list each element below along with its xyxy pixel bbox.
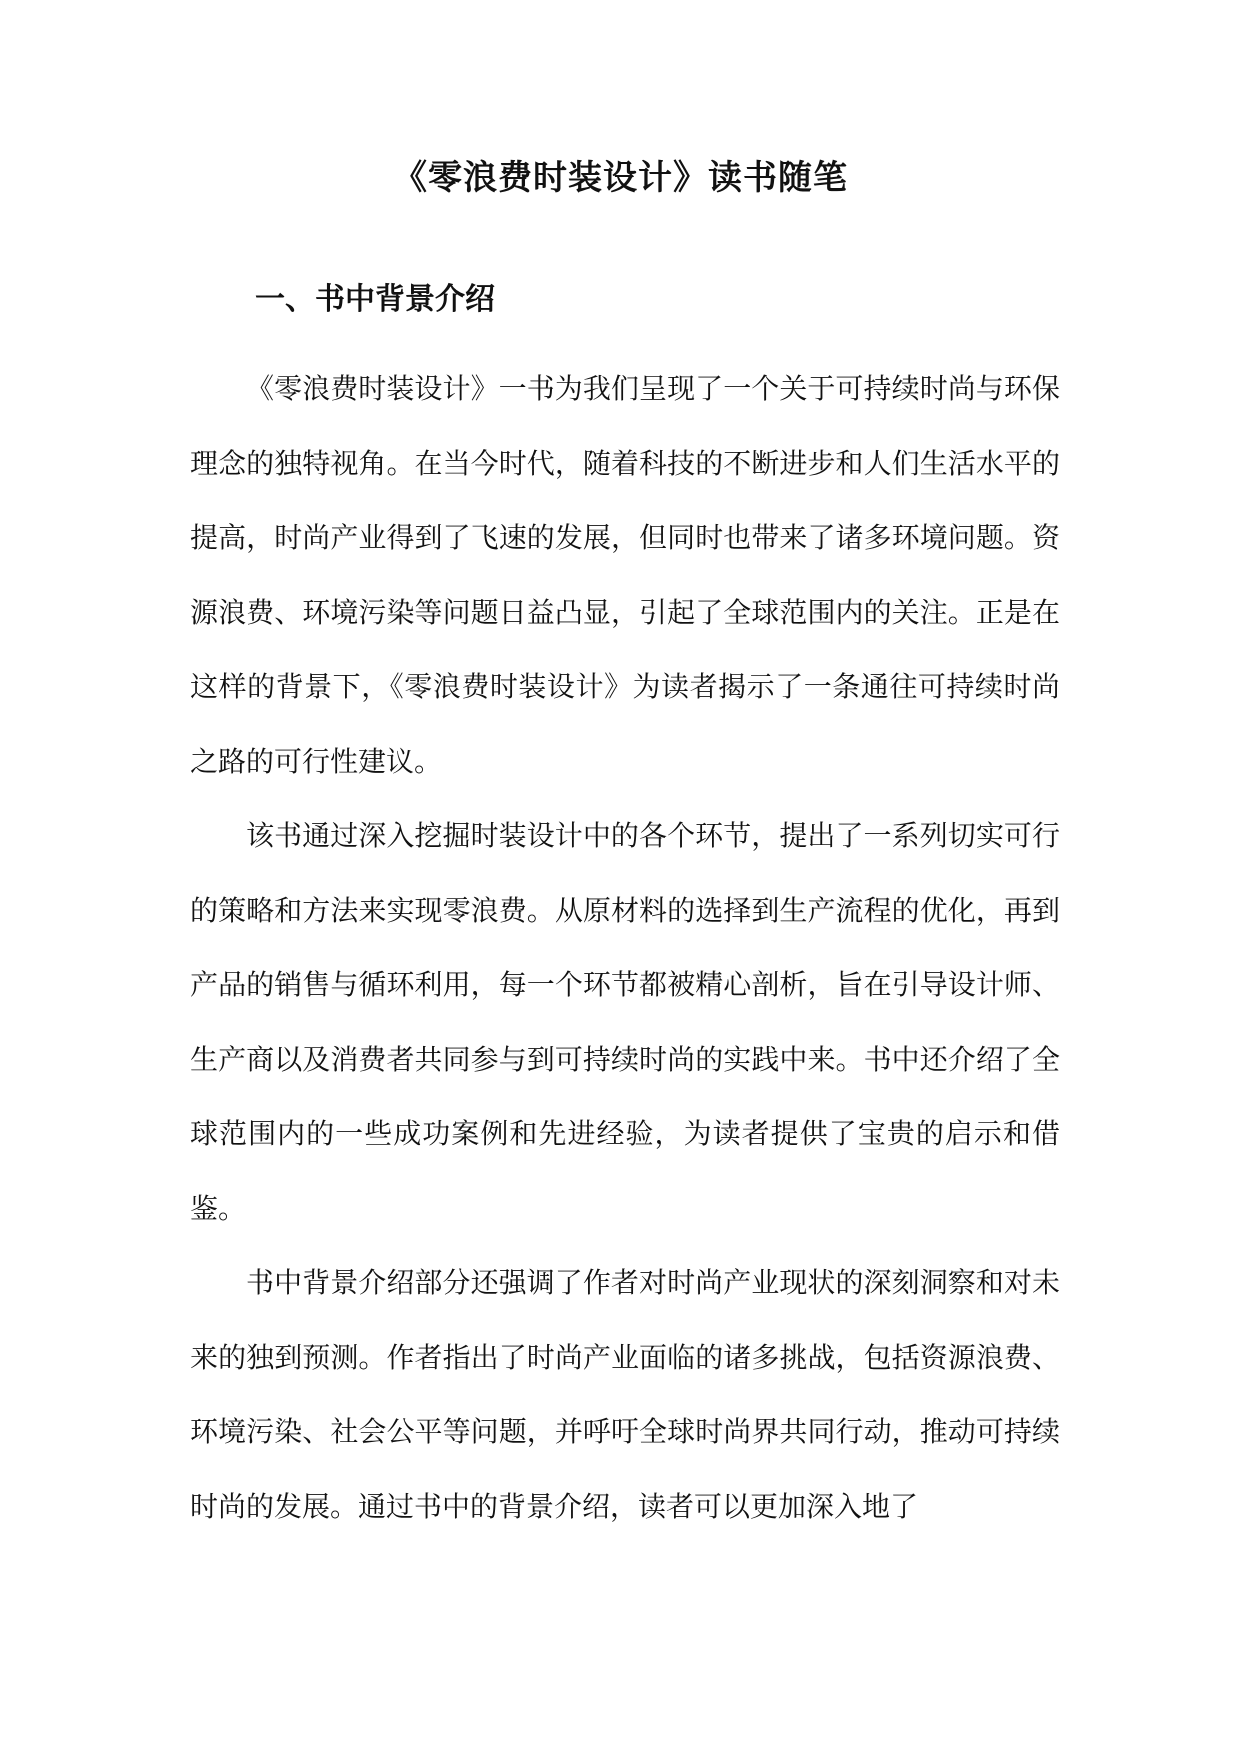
section-heading: 一、书中背景介绍 bbox=[255, 282, 495, 317]
paragraph: 《零浪费时装设计》一书为我们呈现了一个关于可持续时尚与环保理念的独特视角。在当今时代，随着科技的不断进步和人们生活水平的提高，时尚产业得到了飞速的发展，但同时也带来了诸多环境问题。资源浪费、环境污染等问题日益凸显，引起了全球范围内的关注。正是在这样的背景下，《零浪费时装设计》为读者揭示了一条通往可持续时尚之路的可行性建议。 bbox=[190, 372, 1060, 778]
document-title: 《零浪费时装设计》读书随笔 bbox=[393, 158, 848, 198]
paragraph: 书中背景介绍部分还强调了作者对时尚产业现状的深刻洞察和对未来的独到预测。作者指出了时尚产业面临的诸多挑战，包括资源浪费、环境污染、社会公平等问题，并呼吁全球时尚界共同行动，推动可持续时尚的发展。通过书中的背景介绍，读者可以更加深入地了 bbox=[190, 1266, 1060, 1523]
document-body bbox=[190, 352, 1060, 1544]
paragraph: 该书通过深入挖掘时装设计中的各个环节，提出了一系列切实可行的策略和方法来实现零浪费。从原材料的选择到生产流程的优化，再到产品的销售与循环利用，每一个环节都被精心剖析，旨在引导设计师、生产商以及消费者共同参与到可持续时尚的实践中来。书中还介绍了全球范围内的一些成功案例和先进经验，为读者提供了宝贵的启示和借鉴。 bbox=[190, 819, 1060, 1225]
